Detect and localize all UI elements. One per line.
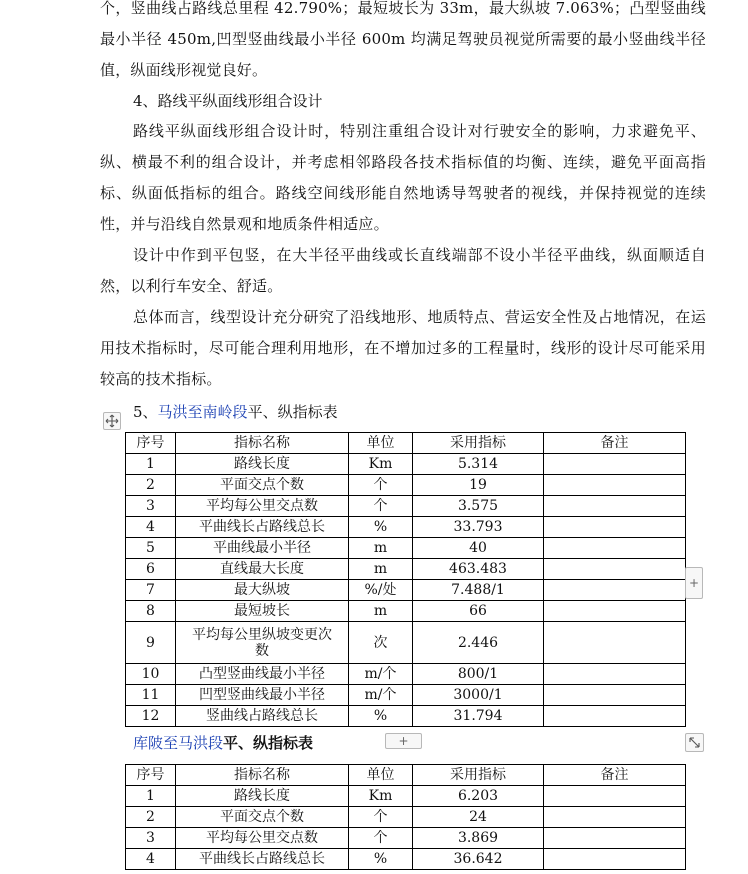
table-cell[interactable]: 7	[126, 580, 176, 601]
table-cell[interactable]: 3.869	[413, 828, 544, 849]
table-cell[interactable]: %/处	[349, 580, 413, 601]
plus-icon: +	[398, 734, 409, 748]
table-row	[126, 685, 686, 706]
header-cell: 序号	[126, 765, 176, 786]
table-cell[interactable]: Km	[349, 786, 413, 807]
table-cell[interactable]: 个	[349, 496, 413, 517]
table-cell[interactable]: %	[349, 517, 413, 538]
paragraph-summary: 总体而言，线型设计充分研究了沿线地形、地质特点、营运安全性及占地情况，在运用技术指标时，尽可能合理利用地形，在不增加过多的工程量时，线形的设计尽可能采用较高的技术指标。	[100, 308, 706, 388]
table-cell[interactable]: 最大纵坡	[176, 580, 349, 601]
resize-icon	[688, 736, 701, 749]
table-header-row	[126, 433, 686, 454]
table-cell[interactable]: 19	[413, 475, 544, 496]
table-cell[interactable]: 个	[349, 807, 413, 828]
table-cell[interactable]: 5	[126, 538, 176, 559]
table-cell[interactable]: m	[349, 538, 413, 559]
table2-heading	[133, 733, 313, 753]
table-cell[interactable]: 3	[126, 496, 176, 517]
table-cell[interactable]: m/个	[349, 664, 413, 685]
table-cell[interactable]: 33.793	[413, 517, 544, 538]
remarks-cell[interactable]	[544, 496, 686, 517]
table-row	[126, 664, 686, 685]
table-cell[interactable]: 3000/1	[413, 685, 544, 706]
table-cell[interactable]: 个	[349, 828, 413, 849]
table-resize-handle[interactable]	[685, 733, 704, 752]
table-cell[interactable]: 1	[126, 454, 176, 475]
table-cell[interactable]: 竖曲线占路线总长	[176, 706, 349, 727]
header-cell: 单位	[349, 433, 413, 454]
table1-heading-suffix: 平、纵指标表	[247, 403, 338, 421]
header-cell: 序号	[126, 433, 176, 454]
table-cell[interactable]: 12	[126, 706, 176, 727]
table-cell[interactable]: 11	[126, 685, 176, 706]
table-cell[interactable]: 6	[126, 559, 176, 580]
remarks-cell[interactable]	[544, 685, 686, 706]
table-cell[interactable]: 5.314	[413, 454, 544, 475]
table-row	[126, 601, 686, 622]
table-cell[interactable]: 1	[126, 786, 176, 807]
table-cell[interactable]: 6.203	[413, 786, 544, 807]
header-cell: 采用指标	[413, 433, 544, 454]
table-cell[interactable]: 平均每公里交点数	[176, 496, 349, 517]
table-cell[interactable]: 凹型竖曲线最小半径	[176, 685, 349, 706]
table-row	[126, 475, 686, 496]
table-cell[interactable]: 2	[126, 807, 176, 828]
table-cell[interactable]: 平曲线最小半径	[176, 538, 349, 559]
header-cell: 备注	[544, 433, 686, 454]
table-cell[interactable]: 36.642	[413, 849, 544, 870]
table-cell[interactable]: 8	[126, 601, 176, 622]
paragraph-vertical-curve: 个，竖曲线占路线总里程 42.790%；最短坡长为 33m，最大纵坡 7.063%；凸型竖曲线最小半径 450m,凹型竖曲线最小半径 600m 均满足驾驶员视觉所需要的最小竖曲线半径值，纵面线形视觉良好。	[100, 0, 706, 79]
table-cell[interactable]: 平面交点个数	[176, 475, 349, 496]
remarks-cell[interactable]	[544, 706, 686, 727]
remarks-cell[interactable]	[544, 622, 686, 664]
add-row-button[interactable]	[385, 733, 422, 749]
table-cell[interactable]: 463.483	[413, 559, 544, 580]
table1-heading-link[interactable]: 马洪至南岭段	[157, 403, 248, 421]
remarks-cell[interactable]	[544, 559, 686, 580]
table-cell[interactable]: 2	[126, 475, 176, 496]
table-row	[126, 496, 686, 517]
remarks-cell[interactable]	[544, 828, 686, 849]
table-cell[interactable]: 平面交点个数	[176, 807, 349, 828]
remarks-cell[interactable]	[544, 517, 686, 538]
remarks-cell[interactable]	[544, 538, 686, 559]
table1-heading-prefix: 5、	[133, 403, 158, 421]
table-cell[interactable]: 路线长度	[176, 454, 349, 475]
table-cell[interactable]: 31.794	[413, 706, 544, 727]
header-cell: 指标名称	[176, 433, 349, 454]
table-row	[126, 559, 686, 580]
table-row	[126, 828, 686, 849]
table-cell[interactable]: 3	[126, 828, 176, 849]
remarks-cell[interactable]	[544, 807, 686, 828]
table-row	[126, 622, 686, 664]
table-cell[interactable]: 9	[126, 622, 176, 664]
table-row	[126, 454, 686, 475]
remarks-cell[interactable]	[544, 580, 686, 601]
header-cell: 备注	[544, 765, 686, 786]
table-cell[interactable]: 路线长度	[176, 786, 349, 807]
table-cell[interactable]: 2.446	[413, 622, 544, 664]
table-cell[interactable]: 平曲线长占路线总长	[176, 849, 349, 870]
table-row	[126, 517, 686, 538]
spec-table-1	[125, 432, 686, 727]
table-cell[interactable]: 直线最大长度	[176, 559, 349, 580]
table-row	[126, 580, 686, 601]
table-cell[interactable]: 4	[126, 517, 176, 538]
paragraph-combination-design: 路线平纵面线形组合设计时，特别注重组合设计对行驶安全的影响，力求避免平、纵、横最不利的组合设计，并考虑相邻路段各技术指标值的均衡、连续，避免平面高指标、纵面低指标的组合。路线空间线形能自然地诱导驾驶者的视线，并保持视觉的连续性，并与沿线自然景观和地质条件相适应。	[100, 122, 706, 233]
table-cell[interactable]: Km	[349, 454, 413, 475]
table-cell[interactable]: 平均每公里交点数	[176, 828, 349, 849]
table-row	[126, 538, 686, 559]
table-cell[interactable]: 平均每公里纵坡变更次数	[176, 622, 349, 664]
spec-table-2	[125, 764, 686, 870]
table-row	[126, 807, 686, 828]
table-cell[interactable]: 平曲线长占路线总长	[176, 517, 349, 538]
remarks-cell[interactable]	[544, 849, 686, 870]
table-header-row	[126, 765, 686, 786]
header-cell: 单位	[349, 765, 413, 786]
table-cell[interactable]: m/个	[349, 685, 413, 706]
table-row	[126, 849, 686, 870]
table-cell[interactable]: 66	[413, 601, 544, 622]
table-cell[interactable]: m	[349, 559, 413, 580]
move-icon	[105, 414, 119, 428]
table-cell[interactable]: 凸型竖曲线最小半径	[176, 664, 349, 685]
table-cell[interactable]: 7.488/1	[413, 580, 544, 601]
table-row	[126, 706, 686, 727]
remarks-cell[interactable]	[544, 475, 686, 496]
table-cell[interactable]: m	[349, 601, 413, 622]
table-cell[interactable]: 4	[126, 849, 176, 870]
table2-heading-link[interactable]: 库陂至马洪段	[133, 734, 224, 752]
remarks-cell[interactable]	[544, 601, 686, 622]
remarks-cell[interactable]	[544, 664, 686, 685]
table1-heading	[133, 402, 338, 422]
table-cell[interactable]: %	[349, 849, 413, 870]
table-move-handle[interactable]	[103, 412, 121, 430]
table-row	[126, 786, 686, 807]
table-cell[interactable]: 次	[349, 622, 413, 664]
table-cell[interactable]: 3.575	[413, 496, 544, 517]
section-heading-4: 4、路线平纵面线形组合设计	[133, 92, 323, 110]
remarks-cell[interactable]	[544, 786, 686, 807]
table-cell[interactable]: %	[349, 706, 413, 727]
table-cell[interactable]: 10	[126, 664, 176, 685]
table-cell[interactable]: 24	[413, 807, 544, 828]
header-cell: 指标名称	[176, 765, 349, 786]
table-cell[interactable]: 40	[413, 538, 544, 559]
plus-icon: +	[688, 576, 700, 590]
table-cell[interactable]: 最短坡长	[176, 601, 349, 622]
table-cell[interactable]: 个	[349, 475, 413, 496]
table2-heading-suffix: 平、纵指标表	[223, 734, 314, 752]
table-cell[interactable]: 800/1	[413, 664, 544, 685]
paragraph-plan-profile: 设计中作到平包竖，在大半径平曲线或长直线端部不设小半径平曲线，纵面顺适自然，以利行车安全、舒适。	[100, 246, 706, 295]
remarks-cell[interactable]	[544, 454, 686, 475]
add-column-button[interactable]	[685, 567, 703, 599]
header-cell: 采用指标	[413, 765, 544, 786]
